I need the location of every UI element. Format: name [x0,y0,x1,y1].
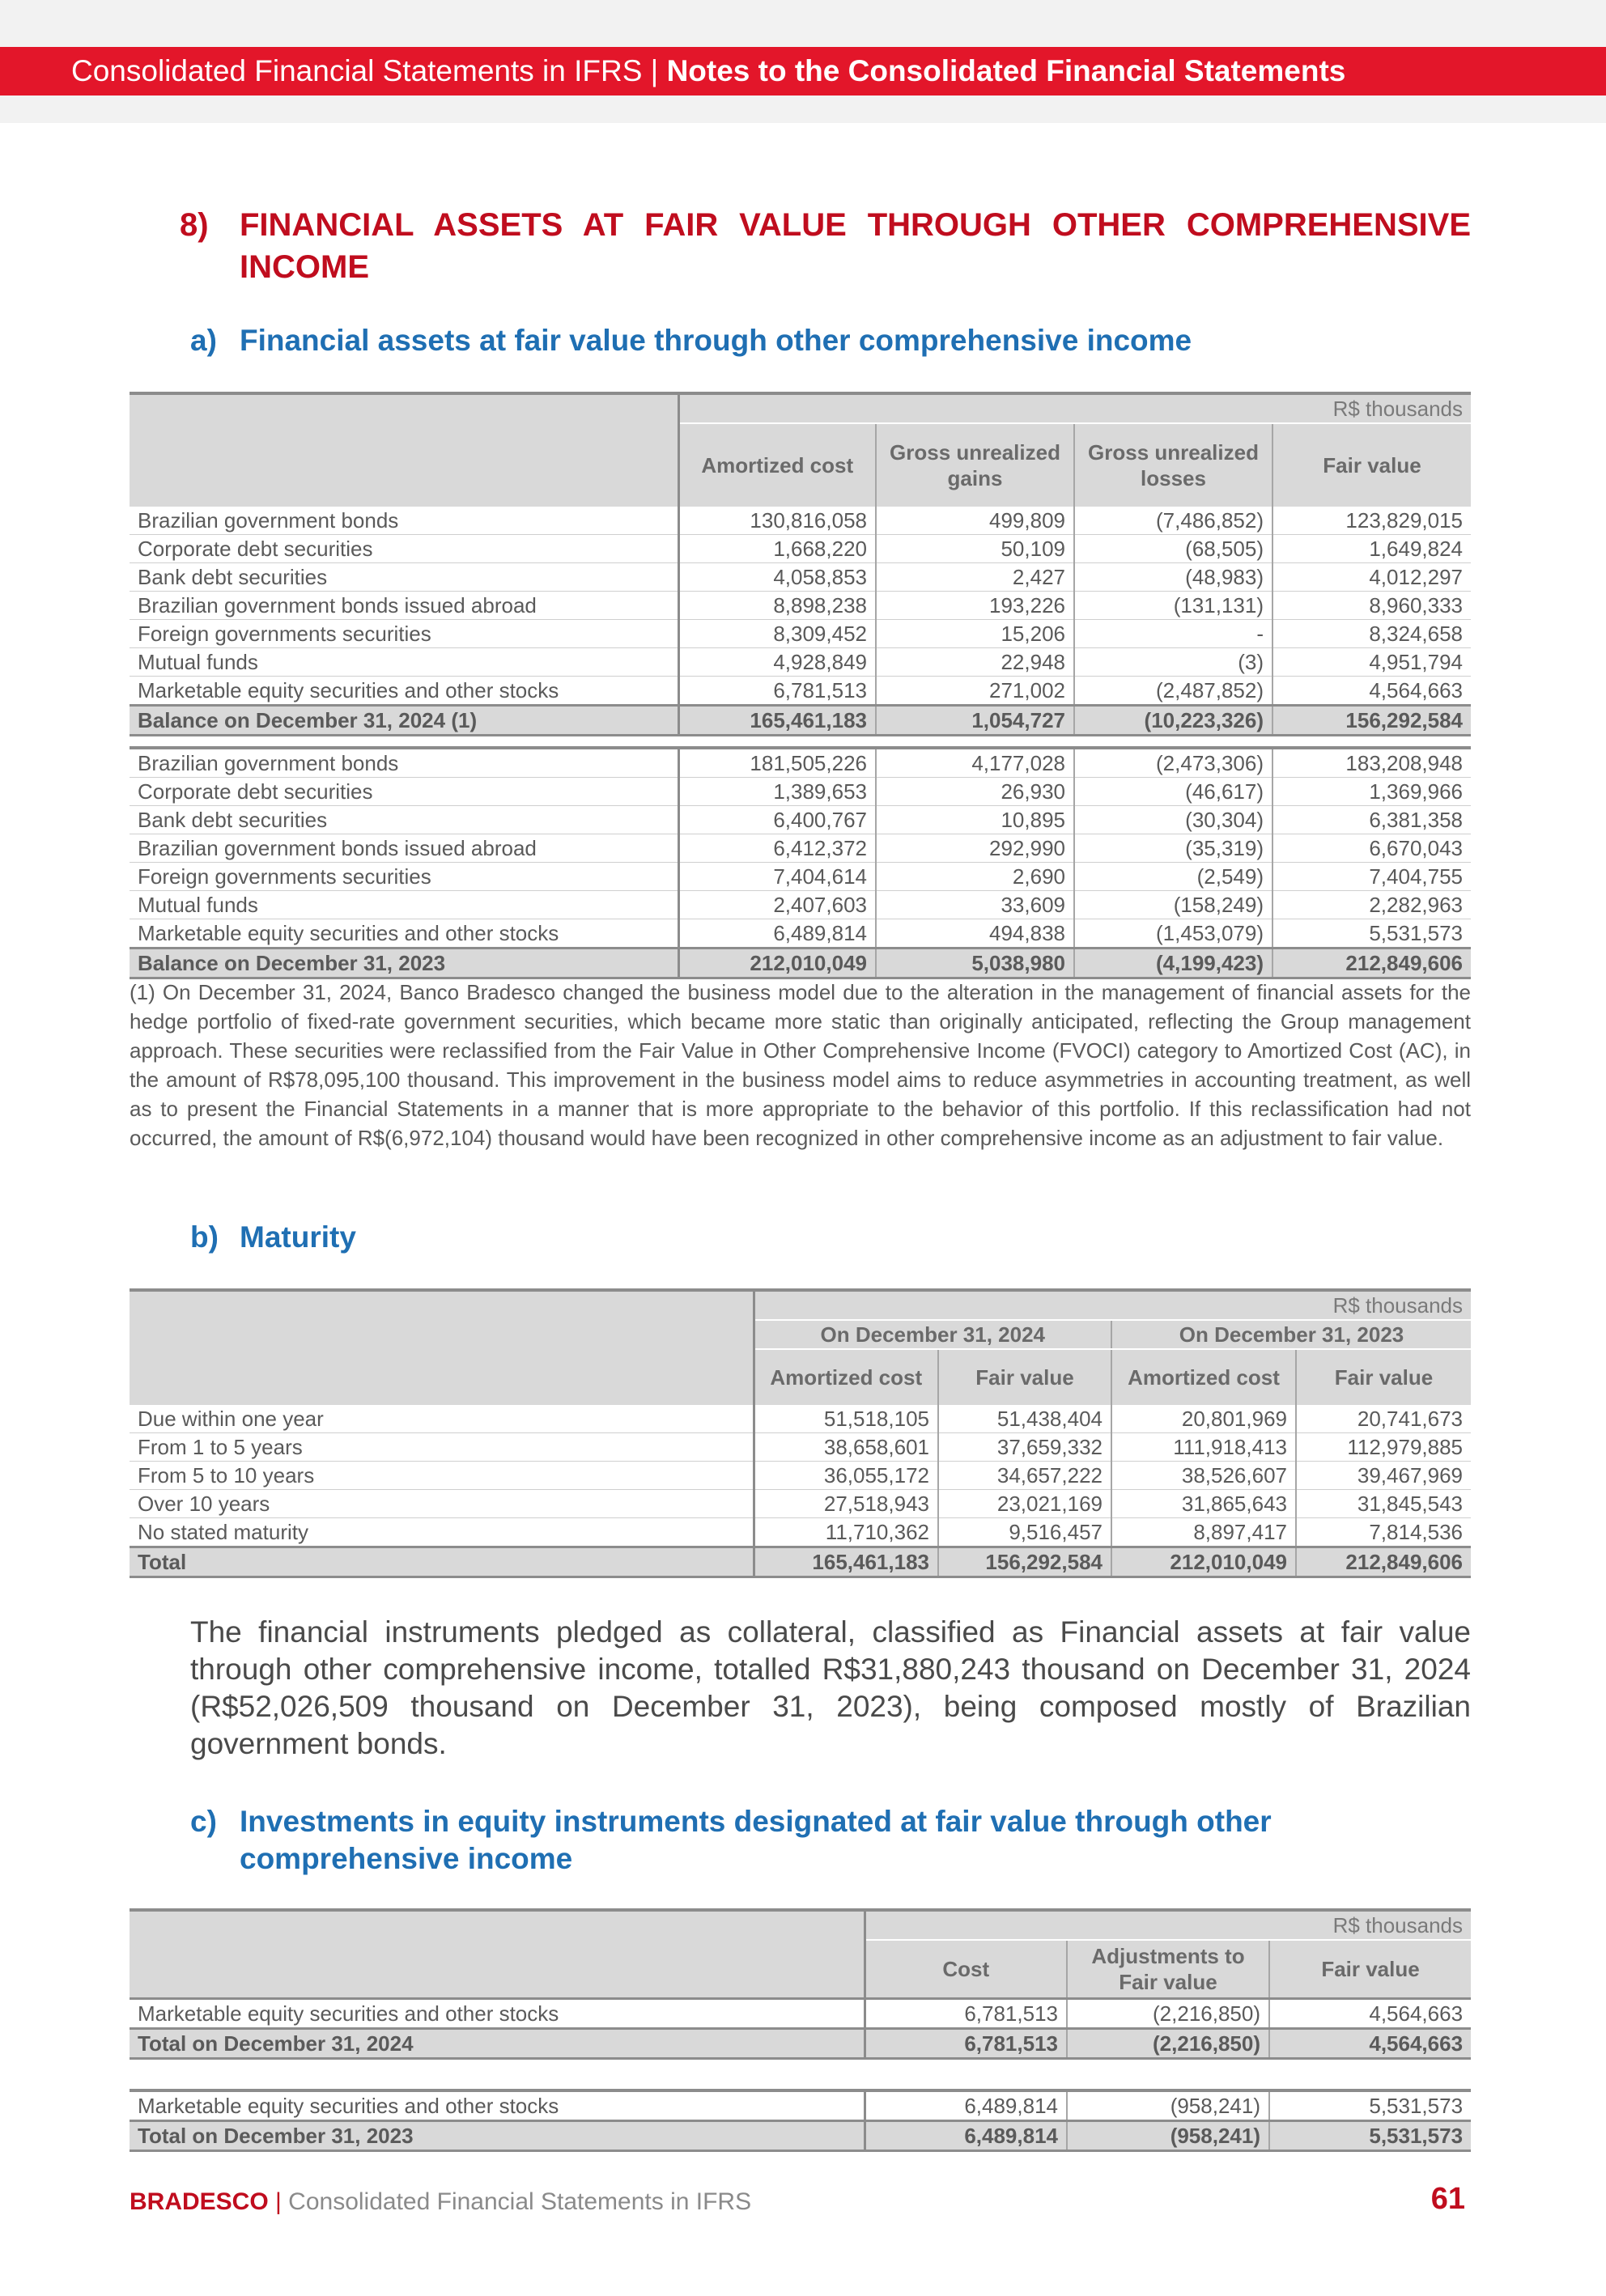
table-a-row-cell: (158,249) [1074,891,1272,919]
table-a-row-label: Brazilian government bonds [130,748,678,778]
table-a-row-cell: 1,668,220 [678,535,876,563]
table-c-total1-cell: 6,781,513 [865,2029,1067,2059]
table-a-row-cell: (35,319) [1074,834,1272,863]
table-a-row [130,806,1471,834]
table-a-spacer [130,736,1471,749]
table-a-total1-cell: 165,461,183 [678,706,876,736]
table-a-row-cell: 8,324,658 [1272,620,1471,648]
header-underband [0,95,1606,123]
table-a-total2-cell: 212,010,049 [678,949,876,978]
table-a-total2-cell: 5,038,980 [876,949,1074,978]
table-a-row-cell: 6,489,814 [678,919,876,949]
table-b-row-cell: 20,801,969 [1111,1405,1296,1433]
table-b-row [130,1490,1471,1518]
table-b-row-label: Due within one year [130,1405,754,1433]
table-a-total1-label: Balance on December 31, 2024 (1) [130,706,678,736]
page-footer [130,2188,751,2216]
table-a-row-cell: 499,809 [876,507,1074,535]
table-a-row [130,507,1471,535]
table-a-row-label: Brazilian government bonds [130,507,678,535]
table-a-row [130,891,1471,919]
subsection-b-letter: b) [190,1220,219,1254]
table-a-row-cell: 10,895 [876,806,1074,834]
table-a-row-cell: 4,058,853 [678,563,876,592]
table-a-row-cell: 6,670,043 [1272,834,1471,863]
table-b-row-cell: 39,467,969 [1296,1462,1471,1490]
table-b-col-amortized-2024: Amortized cost [754,1349,938,1405]
table-b-row-cell: 7,814,536 [1296,1518,1471,1547]
table-a-row-cell: 2,282,963 [1272,891,1471,919]
table-c-row2-label: Marketable equity securities and other stocks [130,2090,865,2121]
table-b-col-fair-2023: Fair value [1296,1349,1471,1405]
table-a-row-cell: (68,505) [1074,535,1272,563]
table-b-total-cell: 156,292,584 [938,1547,1111,1577]
table-a-row-cell: 181,505,226 [678,748,876,778]
subsection-a-letter: a) [190,324,217,357]
table-c-col-adjustments: Adjustments to Fair value [1067,1940,1269,1999]
table-a-col-amortized-cost: Amortized cost [678,423,876,507]
table-c-total2-cell: 5,531,573 [1269,2121,1471,2151]
table-a-row [130,834,1471,863]
page-number: 61 [1430,2182,1465,2216]
table-c-row1-cell: (2,216,850) [1067,1999,1269,2029]
footer-brand: BRADESCO [130,2188,269,2215]
table-a-row-cell: 7,404,614 [678,863,876,891]
table-a-unit: R$ thousands [678,393,1471,423]
table-a-row-label: Marketable equity securities and other stocks [130,677,678,706]
table-a-row-cell: 1,369,966 [1272,778,1471,806]
table-a-row [130,620,1471,648]
table-a-row-cell: 15,206 [876,620,1074,648]
table-a-row-label: Brazilian government bonds issued abroad [130,592,678,620]
table-a-row [130,748,1471,778]
table-b-row [130,1462,1471,1490]
table-b-row-label: No stated maturity [130,1518,754,1547]
footer-text: Consolidated Financial Statements in IFRS [288,2188,752,2215]
table-a-row-label: Mutual funds [130,891,678,919]
table-a-row-cell: 50,109 [876,535,1074,563]
table-a-total1-cell: 1,054,727 [876,706,1074,736]
table-a-row-cell: - [1074,620,1272,648]
table-a-row-cell: 4,564,663 [1272,677,1471,706]
table-b-col-amortized-2023: Amortized cost [1111,1349,1296,1405]
table-a-row [130,863,1471,891]
table-a-row [130,778,1471,806]
table-b-row-cell: 23,021,169 [938,1490,1111,1518]
table-a-total1-cell: 156,292,584 [1272,706,1471,736]
table-a-row-cell: (7,486,852) [1074,507,1272,535]
table-b-unit: R$ thousands [754,1290,1471,1320]
table-a-row-label: Mutual funds [130,648,678,677]
table-a-row-cell: (46,617) [1074,778,1272,806]
table-b-row-label: Over 10 years [130,1490,754,1518]
table-a-row-cell: (131,131) [1074,592,1272,620]
table-a-row-cell: 193,226 [876,592,1074,620]
table-b-group-2023: On December 31, 2023 [1111,1320,1471,1349]
table-a-row [130,592,1471,620]
table-a-row-cell: 2,690 [876,863,1074,891]
table-a-row-cell: 4,928,849 [678,648,876,677]
table-c-total1-label: Total on December 31, 2024 [130,2029,865,2059]
table-a-col-fair-value: Fair value [1272,423,1471,507]
table-c-unit: R$ thousands [865,1910,1471,1940]
table-a-row-cell: 22,948 [876,648,1074,677]
table-a-row-cell: 292,990 [876,834,1074,863]
subsection-c-letter: c) [190,1805,217,1838]
table-b-total-label: Total [130,1547,754,1577]
table-b-row-cell: 11,710,362 [754,1518,938,1547]
table-a-row-cell: 6,781,513 [678,677,876,706]
table-b-row-label: From 1 to 5 years [130,1433,754,1462]
table-b-row-cell: 27,518,943 [754,1490,938,1518]
table-c-total1-cell: (2,216,850) [1067,2029,1269,2059]
table-a-row-label: Bank debt securities [130,563,678,592]
table-b-row-label: From 5 to 10 years [130,1462,754,1490]
table-a-row-cell: 26,930 [876,778,1074,806]
table-fvoci-assets [130,392,1471,979]
table-c-col-fair-value: Fair value [1269,1940,1471,1999]
table-c-row2-cell: 5,531,573 [1269,2090,1471,2121]
table-b-total-cell: 165,461,183 [754,1547,938,1577]
table-c-corner [130,1910,865,1999]
table-a-row-label: Foreign governments securities [130,620,678,648]
table-c-total1-cell: 4,564,663 [1269,2029,1471,2059]
table-b-total-cell: 212,849,606 [1296,1547,1471,1577]
section-number: 8) [180,207,209,243]
table-a-row-cell: 6,412,372 [678,834,876,863]
table-a-row-label: Corporate debt securities [130,535,678,563]
table-b-row-cell: 112,979,885 [1296,1433,1471,1462]
table-a-row-label: Marketable equity securities and other stocks [130,919,678,949]
table-b-row-cell: 8,897,417 [1111,1518,1296,1547]
table-a-row-cell: (2,549) [1074,863,1272,891]
table-a-row-cell: 123,829,015 [1272,507,1471,535]
table-a-row [130,919,1471,949]
table-a-total2-cell: (4,199,423) [1074,949,1272,978]
table-a-row-cell: 8,898,238 [678,592,876,620]
table-b-row-cell: 37,659,332 [938,1433,1111,1462]
table-b-row-cell: 31,845,543 [1296,1490,1471,1518]
table-b-col-fair-2024: Fair value [938,1349,1111,1405]
table-a-row-label: Corporate debt securities [130,778,678,806]
table-a-row-cell: 1,649,824 [1272,535,1471,563]
section-title: FINANCIAL ASSETS AT FAIR VALUE THROUGH OTHER COMPREHENSIVE INCOME [240,207,1471,285]
table-a-footnote: (1) On December 31, 2024, Banco Bradesco changed the business model due to the alteration in the management of financial assets for the hedge portfolio of fixed-rate government securities, which became more static than originally anticipated, reflecting the Group management approach. These securities were reclassified from the Fair Value in Other Comprehensive Income (FVOCI) category to Amortized Cost (AC), in the amount of R$78,095,100 thousand. This improvement in the business model aims to reduce asymmetries in accounting treatment, as well as to present the Financial Statements in a manner that is more appropriate to the behavior of this portfolio. If this reclassification had not occurred, the amount of R$(6,972,104) thousand would have been recognized in other comprehensive income as an adjustment to fair value. [130,980,1471,1150]
table-a-row-cell: 5,531,573 [1272,919,1471,949]
header-left: Consolidated Financial Statements in IFRS | [71,54,667,87]
table-a-row-label: Bank debt securities [130,806,678,834]
table-a-col-gross-gains: Gross unrealized gains [876,423,1074,507]
table-a-row-cell: 4,951,794 [1272,648,1471,677]
table-a-row-cell: (3) [1074,648,1272,677]
table-a-row [130,563,1471,592]
table-c-spacer [130,2059,1471,2091]
header-right: Notes to the Consolidated Financial Statements [666,54,1346,87]
table-b-row-cell: 38,658,601 [754,1433,938,1462]
table-a-row [130,677,1471,706]
table-a-total2-cell: 212,849,606 [1272,949,1471,978]
table-a-row-cell: 130,816,058 [678,507,876,535]
table-b-row-cell: 20,741,673 [1296,1405,1471,1433]
table-b-row-cell: 51,518,105 [754,1405,938,1433]
table-a-row-cell: (30,304) [1074,806,1272,834]
table-b-row-cell: 34,657,222 [938,1462,1111,1490]
table-a-row-cell: 8,309,452 [678,620,876,648]
table-c-row2-cell: (958,241) [1067,2090,1269,2121]
subsection-c-title: Investments in equity instruments designated at fair value through other comprehensive income [240,1805,1272,1875]
table-a-row-cell: 1,389,653 [678,778,876,806]
table-a-row-cell: 33,609 [876,891,1074,919]
table-b-total-cell: 212,010,049 [1111,1547,1296,1577]
table-a-row [130,535,1471,563]
table-a-row-cell: 6,381,358 [1272,806,1471,834]
page-header [0,47,1606,95]
table-a-row-cell: 4,177,028 [876,748,1074,778]
table-b-row-cell: 111,918,413 [1111,1433,1296,1462]
table-a-row-cell: 2,427 [876,563,1074,592]
table-b-row-cell: 51,438,404 [938,1405,1111,1433]
table-a-row-cell: 8,960,333 [1272,592,1471,620]
table-c-total2-cell: (958,241) [1067,2121,1269,2151]
table-a-row-cell: (2,473,306) [1074,748,1272,778]
table-a-row-cell: 494,838 [876,919,1074,949]
table-b-row [130,1518,1471,1547]
subsection-b-title: Maturity [240,1220,356,1254]
table-a-row-cell: 4,012,297 [1272,563,1471,592]
table-c-col-cost: Cost [865,1940,1067,1999]
table-a-row-cell: (48,983) [1074,563,1272,592]
table-a-corner [130,393,678,507]
subsection-a-title: Financial assets at fair value through other comprehensive income [240,324,1192,357]
table-maturity [130,1288,1471,1578]
table-a-row-label: Brazilian government bonds issued abroad [130,834,678,863]
table-a-row-cell: 2,407,603 [678,891,876,919]
table-equity-instruments [130,1908,1471,2152]
table-a-row-cell: 183,208,948 [1272,748,1471,778]
table-a-row [130,648,1471,677]
table-b-row-cell: 38,526,607 [1111,1462,1296,1490]
table-c-total2-cell: 6,489,814 [865,2121,1067,2151]
table-a-total1-cell: (10,223,326) [1074,706,1272,736]
table-b-row [130,1405,1471,1433]
table-b-row-cell: 31,865,643 [1111,1490,1296,1518]
table-b-row-cell: 9,516,457 [938,1518,1111,1547]
table-b-corner [130,1290,754,1405]
table-c-row2-cell: 6,489,814 [865,2090,1067,2121]
collateral-paragraph: The financial instruments pledged as collateral, classified as Financial assets at fair value through other comprehensive income, totalled R$31,880,243 thousand on December 31, 2024 (R$52,026,509 thousand on December 31, 2023), being composed mostly of Brazilian government bonds. [190,1615,1471,1760]
table-c-row1-cell: 4,564,663 [1269,1999,1471,2029]
top-margin [0,0,1606,47]
table-a-total2-label: Balance on December 31, 2023 [130,949,678,978]
table-b-row [130,1433,1471,1462]
table-a-row-cell: (2,487,852) [1074,677,1272,706]
footer-separator: | [268,2188,289,2215]
table-a-row-label: Foreign governments securities [130,863,678,891]
table-a-row-cell: 271,002 [876,677,1074,706]
table-c-total2-label: Total on December 31, 2023 [130,2121,865,2151]
table-a-row-cell: (1,453,079) [1074,919,1272,949]
table-a-row-cell: 6,400,767 [678,806,876,834]
table-c-row1-label: Marketable equity securities and other stocks [130,1999,865,2029]
table-b-group-2024: On December 31, 2024 [754,1320,1111,1349]
table-b-row-cell: 36,055,172 [754,1462,938,1490]
table-a-row-cell: 7,404,755 [1272,863,1471,891]
table-c-row1-cell: 6,781,513 [865,1999,1067,2029]
table-a-col-gross-losses: Gross unrealized losses [1074,423,1272,507]
